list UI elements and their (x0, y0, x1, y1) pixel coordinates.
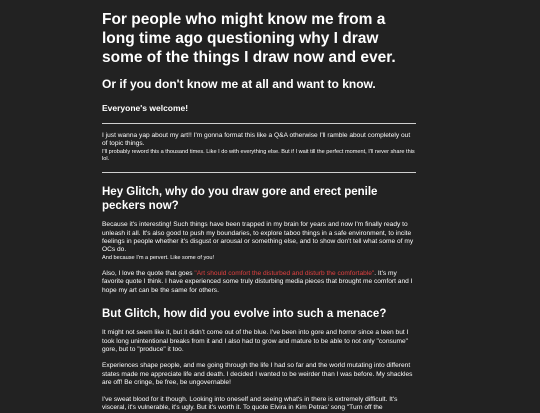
quote-intro: Also, I love the quote that goes (102, 270, 195, 278)
section-paragraph: Because it's interesting! Such things have been trapped in my brain for years and now I'm finally ready to unleash it all. It's also good to push my boundaries, to explore taboo things in a safe environment, to incite feelings in people whether it's disgust or arousal or something else, and to show don't tell what some of my OCs do. (102, 221, 414, 254)
article (102, 10, 416, 413)
divider (102, 172, 416, 173)
section-heading-menace: But Glitch, how did you evolve into such a menace? (102, 308, 387, 321)
section-paragraph: Experiences shape people, and me going through the life I had so far and the world mutating into different states made me appreciate life and death. I decided I wanted to be weirder than I was before. My shackles are off! Be cringe, be free, be ungovernable! (102, 362, 413, 387)
page-subtitle: Or if you don't know me at all and want to know. (102, 77, 376, 91)
welcome-text: Everyone's welcome! (102, 103, 189, 113)
section-note: And because I'm a pervert. Like some of you! (102, 254, 215, 261)
section-paragraph: It might not seem like it, but it didn't come out of the blue. I've been into gore and horror since a teen but I took long unintentional breaks from it and I also had to grow and mature to be able to not only "consume" gore, but to "produce" it too. (102, 329, 409, 354)
divider (102, 123, 416, 124)
section-paragraph-quote (102, 270, 416, 295)
intro-text: I just wanna yap about my art!! I'm gonna format this like a Q&A otherwise I'll ramble about completely out of topic things. (102, 132, 411, 148)
section-heading-gore: Hey Glitch, why do you draw gore and erect penile peckers now? (102, 186, 378, 213)
quote-outro: . It's my favorite quote I think. I have experienced some truly disturbing media pieces that brought me comfort and I hope my art can be the same for others. (102, 270, 413, 294)
section-paragraph: I've sweat blood for it though. Looking into oneself and seeing what's in there is extremely difficult. It's visceral, it's vulnerable, it's ugly. But it's worth it. To quote Elvira in Kim Petras' song "Turn off the (102, 395, 398, 412)
intro-note: I'll probably reword this a thousand times. Like I do with everything else. But if I wait till the perfect moment, I'll never share this lol. (102, 148, 415, 163)
page-title: For people who might know me from a long time ago questioning why I draw some of the things I draw now and ever. (102, 11, 396, 66)
quote-link[interactable]: "Art should comfort the disturbed and disturb the comfortable" (194, 270, 375, 278)
